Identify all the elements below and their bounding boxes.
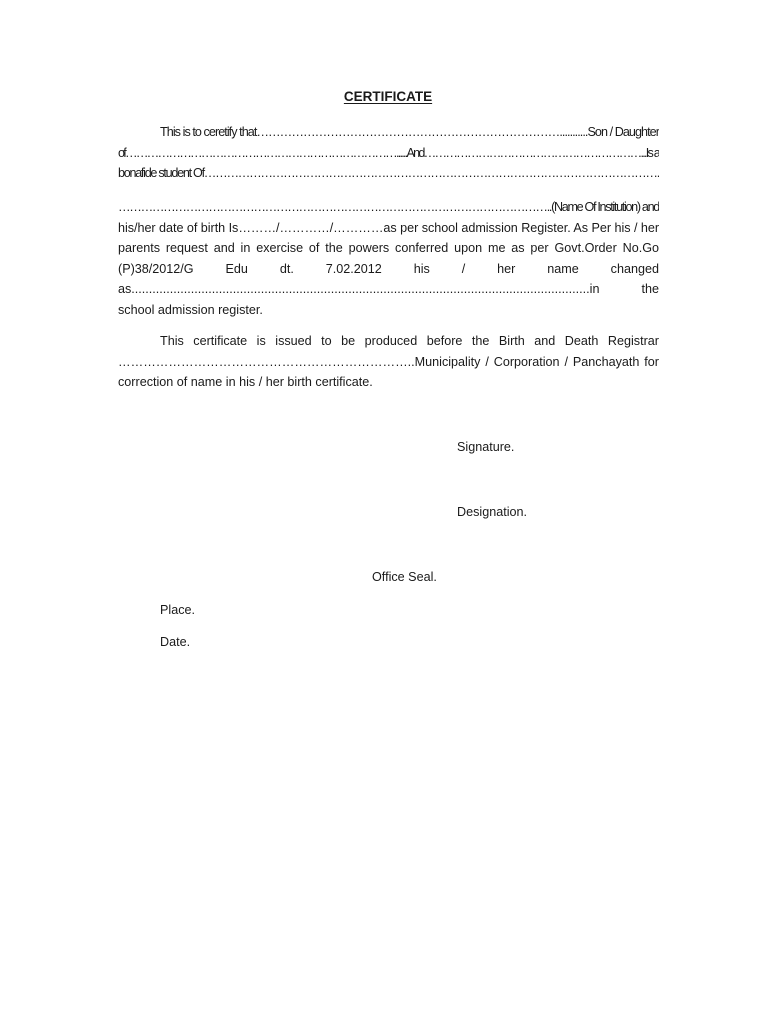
text-line: of…………………………………………………………………......And……………………………………………………...Is a xyxy=(118,145,659,160)
purpose-paragraph xyxy=(118,331,659,393)
text-line: as...................................................................................................................................in the xyxy=(118,282,659,297)
text-line: school admission register. xyxy=(118,302,263,317)
certification-paragraph xyxy=(118,122,659,184)
text-line: ……………………………………………………………..Municipality / Corporation / Panchayath for xyxy=(118,354,659,369)
text-line: his/her date of birth Is………/…………/…………as per school admission Register. As Per his / her xyxy=(118,220,659,235)
text-line: bonafide student Of…………………………………………………………………………………………………………. xyxy=(118,166,659,181)
place-label: Place. xyxy=(160,603,196,617)
details-paragraph xyxy=(118,197,659,321)
text-line: ……………………………………………………………………………………………………..(Name Of Institution) and xyxy=(118,200,659,214)
text-line: parents request and in exercise of the powers conferred upon me as per Govt.Order No.Go xyxy=(118,241,659,256)
signature-label: Signature. xyxy=(457,440,515,454)
office-seal-label: Office Seal. xyxy=(372,570,437,584)
text-line: correction of name in his / her birth certificate. xyxy=(118,375,373,390)
date-label: Date. xyxy=(160,635,191,649)
text-line: This is to ceretify that……………………………………………………………………...........Son / Daughter xyxy=(160,125,659,139)
text-line: This certificate is issued to be produced before the Birth and Death Registrar xyxy=(160,334,659,348)
designation-label: Designation. xyxy=(457,505,528,519)
certificate-title: CERTIFICATE xyxy=(343,89,433,104)
text-line: (P)38/2012/G Edu dt. 7.02.2012 his / her name changed xyxy=(118,261,659,276)
